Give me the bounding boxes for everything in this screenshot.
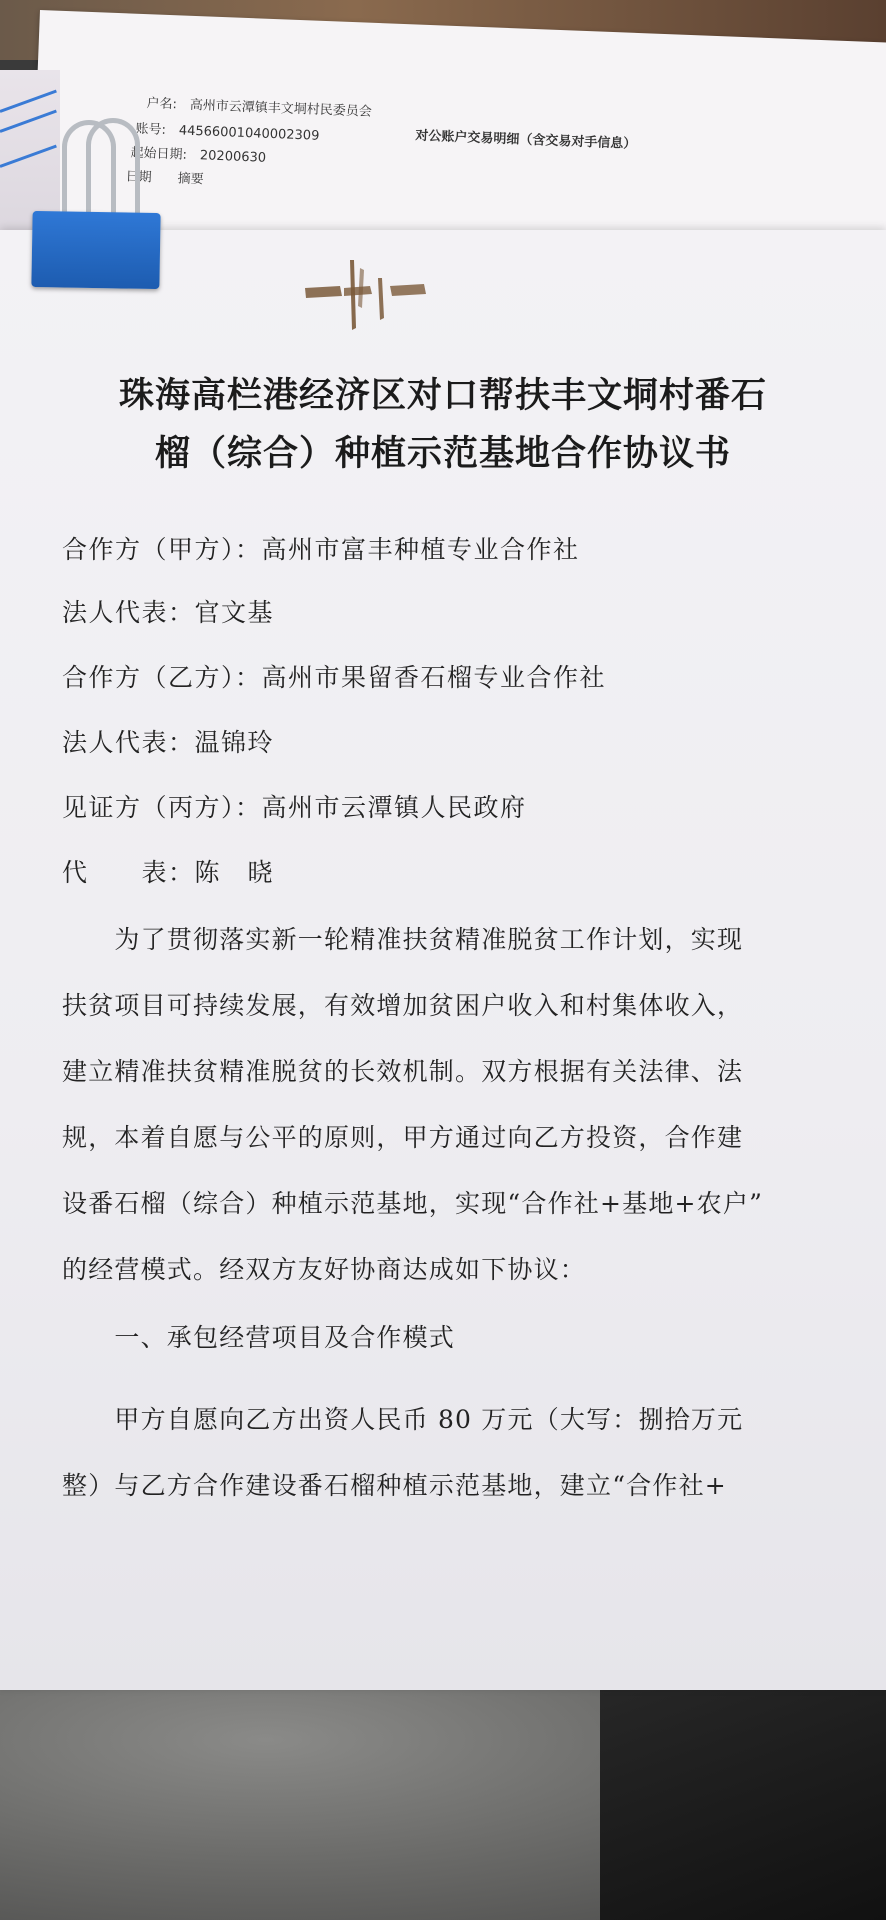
binder-clip-wire-right <box>86 118 140 225</box>
party-a: 合作方（甲方）：高州市富丰种植专业合作社 <box>62 535 580 564</box>
statement-columns: 日期 摘要 <box>125 169 204 188</box>
witness-representative: 代 表：陈 晓 <box>62 858 275 887</box>
party-b: 合作方（乙方）：高州市果留香石榴专业合作社 <box>62 663 607 692</box>
document-title-line1: 珠海高栏港经济区对口帮扶丰文垌村番石 <box>118 376 767 416</box>
intro-line: 建立精准扶贫精准脱贫的长效机制。双方根据有关法律、法 <box>62 1057 744 1086</box>
document-title-line2: 榴（综合）种植示范基地合作协议书 <box>154 434 731 474</box>
binder-clip-icon <box>31 211 160 289</box>
section1-line: 整）与乙方合作建设番石榴种植示范基地，建立“合作社+ <box>62 1471 727 1500</box>
intro-line: 设番石榴（综合）种植示范基地，实现“合作社+基地+农户” <box>62 1189 764 1218</box>
statement-title: 对公账户交易明细（含交易对手信息） <box>415 128 637 152</box>
intro-line: 为了贯彻落实新一轮精准扶贫精准脱贫工作计划，实现 <box>62 925 744 954</box>
intro-line: 的经营模式。经双方友好协商达成如下协议： <box>62 1255 587 1284</box>
party-a-representative: 法人代表：官文基 <box>62 598 275 627</box>
account-number: 账号: 44566001040002309 <box>135 121 320 144</box>
intro-line: 扶贫项目可持续发展，有效增加贫困户收入和村集体收入， <box>62 991 744 1020</box>
intro-line: 规，本着自愿与公平的原则，甲方通过向乙方投资，合作建 <box>62 1123 744 1152</box>
witness-party: 见证方（丙方）：高州市云潭镇人民政府 <box>62 793 527 822</box>
start-date: 起始日期: 20200630 <box>130 145 267 166</box>
section1-line: 甲方自愿向乙方出资人民币 80 万元（大写：捌拾万元 <box>62 1405 744 1434</box>
stamp-mark-icon <box>300 248 430 338</box>
section1-heading: 一、承包经营项目及合作模式 <box>62 1323 456 1352</box>
account-name: 户名: 高州市云潭镇丰文垌村民委员会 <box>146 96 372 120</box>
party-b-representative: 法人代表：温锦玲 <box>62 728 275 757</box>
